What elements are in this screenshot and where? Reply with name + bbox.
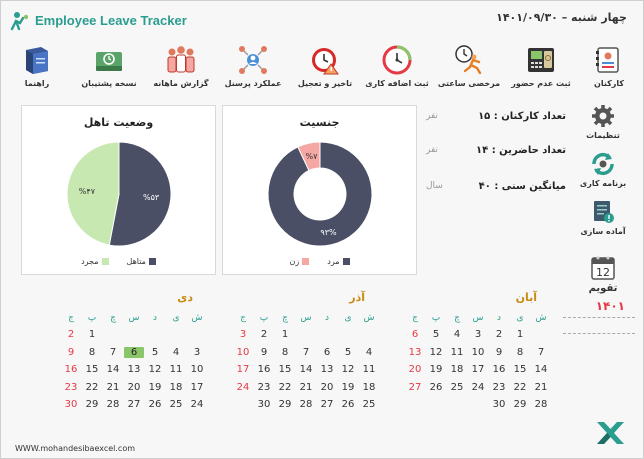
calendar-day[interactable]: 7 (302, 346, 310, 358)
calendar-day[interactable]: 9 (495, 346, 503, 358)
toolbar-label: ثبت اضافه کاری (365, 79, 429, 88)
calendar-day[interactable]: 8 (88, 346, 96, 358)
stat-label: تعداد کارکنان : (493, 111, 566, 122)
stat-value: ۱۵ (478, 111, 491, 122)
calendar-day[interactable]: 17 (190, 381, 204, 393)
data-label-1: %۴۷ (78, 186, 96, 196)
calendar-day[interactable]: 11 (362, 364, 376, 375)
sidebar-year: ۱۴۰۱ (595, 299, 625, 313)
legend-item (327, 257, 349, 266)
calendar-day[interactable]: 3 (239, 329, 247, 340)
calendar-day[interactable]: 8 (281, 346, 289, 358)
toolbar-monthly-report-button[interactable] (151, 43, 211, 97)
calendar-day[interactable]: 29 (513, 399, 527, 410)
sidebar-divider (563, 317, 635, 318)
toolbar-label: مرخصی ساعتی (437, 79, 501, 88)
performance-icon (236, 43, 270, 77)
weekday-header: ی (344, 313, 352, 323)
calendar-day[interactable]: 25 (169, 399, 183, 410)
calendar-day[interactable]: 29 (85, 399, 99, 410)
toolbar-hourly-leave-button[interactable] (439, 43, 499, 97)
gender-donut-chart (223, 106, 418, 276)
calendar-day[interactable]: 4 (365, 346, 373, 358)
data-label-0: ۹۳% (320, 228, 337, 238)
calendar-day[interactable]: 9 (67, 346, 75, 358)
prepare-icon (588, 197, 618, 227)
sidebar-item-calendar[interactable] (563, 253, 643, 294)
calendar-day[interactable]: 13 (127, 364, 141, 375)
calendar-day[interactable]: 21 (106, 381, 120, 393)
legend-item (290, 257, 310, 266)
calendar-day[interactable]: 18 (169, 381, 183, 393)
weekday-header: ج (412, 313, 418, 323)
calendar-day[interactable]: 25 (362, 399, 376, 410)
calendar-day[interactable]: 5 (344, 346, 352, 358)
sidebar-item-prepare[interactable] (563, 197, 643, 236)
gear-icon (588, 101, 618, 131)
stat-average-age (426, 181, 566, 192)
calendar-day[interactable]: 1 (281, 329, 289, 340)
calendar-day[interactable]: 29 (278, 399, 292, 410)
calendar-day[interactable]: 27 (127, 399, 141, 410)
weekday-header: س (472, 313, 484, 323)
stat-unit: نفر (426, 145, 439, 155)
calendar-day[interactable]: 20 (320, 381, 334, 393)
calendar-day[interactable]: 15 (85, 364, 99, 375)
calendar-day[interactable]: 12 (148, 364, 162, 375)
calendar-day[interactable]: 1 (88, 329, 96, 340)
calendar-day[interactable]: 25 (450, 381, 464, 393)
calendar-day[interactable]: 28 (299, 399, 313, 410)
calendar-day[interactable]: 20 (127, 381, 141, 393)
calendar-day[interactable]: 18 (362, 381, 376, 393)
calendar-day[interactable]: 27 (408, 381, 422, 393)
calendar-day[interactable]: 11 (169, 364, 183, 375)
overtime-clock-icon (380, 43, 414, 77)
calendar-day[interactable]: 16 (64, 364, 78, 375)
sidebar-label: برنامه کاری (579, 179, 627, 188)
weekday-header: س (128, 313, 140, 323)
calendar-day[interactable]: 7 (537, 346, 545, 358)
stat-value: ۴۰ (478, 181, 491, 192)
month-title: دی (177, 291, 193, 304)
calendar-day[interactable]: 28 (534, 399, 548, 410)
month-title: آبان (515, 291, 537, 304)
weekday-header: پ (431, 313, 441, 323)
legend-label: زن (289, 257, 300, 266)
weekday-header: پ (259, 313, 269, 323)
calendar-day[interactable]: 3 (474, 329, 482, 340)
current-date: چهار شنبه – ۱۴۰۱/۰۹/۳۰ (496, 11, 627, 24)
toolbar-employees-button[interactable] (583, 43, 635, 97)
calendar-day[interactable]: 13 (408, 346, 422, 358)
calendar-day[interactable]: 19 (148, 381, 162, 393)
calendar-day[interactable]: 2 (260, 329, 268, 340)
toolbar-help-button[interactable] (7, 43, 67, 97)
attendance-device-icon (524, 43, 558, 77)
weekday-header: د (496, 313, 501, 323)
toolbar-label: گزارش ماهانه (153, 79, 209, 88)
calendar-day[interactable]: 22 (278, 381, 292, 393)
calendar-day[interactable]: 11 (450, 346, 464, 358)
calendar-day[interactable]: 14 (106, 364, 120, 375)
weekday-header: ش (191, 313, 203, 323)
calendar-day[interactable]: 23 (64, 381, 78, 393)
chart-title: جنسیت (299, 116, 340, 129)
refresh-settings-icon (588, 149, 618, 179)
calendar-day[interactable]: 4 (172, 346, 180, 358)
calendar-day[interactable]: 27 (320, 399, 334, 410)
calendar-day[interactable]: 28 (106, 399, 120, 410)
calendar-day[interactable]: 18 (450, 364, 464, 375)
calendar-day[interactable]: 30 (257, 399, 271, 410)
calendar-day[interactable]: 10 (190, 364, 204, 375)
calendar-day[interactable]: 21 (299, 381, 313, 393)
excel-brand-icon (593, 418, 627, 448)
stat-label: میانگین سنی : (494, 181, 566, 192)
weekday-header: ی (516, 313, 524, 323)
calendar-day[interactable]: 22 (85, 381, 99, 393)
toolbar-label: عملکرد پرسنل (224, 79, 282, 88)
weekday-header: د (324, 313, 329, 323)
calendar-day[interactable]: 14 (299, 364, 313, 375)
calendar-day[interactable]: 22 (513, 381, 527, 393)
chart-title: وضعیت تاهل (83, 116, 154, 129)
sidebar-divider (563, 333, 635, 334)
calendar-day[interactable]: 24 (190, 399, 204, 410)
stat-unit: نفر (426, 111, 439, 121)
stat-value: ۱۴ (476, 145, 489, 156)
backup-icon (92, 43, 126, 77)
legend-label: مرد (327, 257, 340, 266)
calendar-day[interactable]: 15 (513, 364, 527, 375)
sidebar-item-settings[interactable] (563, 101, 643, 140)
toolbar-label: راهنما (24, 79, 50, 88)
calendar-day[interactable]: 19 (341, 381, 355, 393)
stat-label: تعداد حاضرین : (491, 145, 566, 156)
toolbar-delay-button[interactable] (295, 43, 355, 97)
toolbar-backup-button[interactable] (79, 43, 139, 97)
data-label-0: %۵۳ (142, 193, 160, 203)
calendar-day[interactable]: 10 (471, 346, 485, 358)
calendar-day[interactable]: 5 (151, 346, 159, 358)
help-book-icon (20, 43, 54, 77)
calendar-day[interactable]: 30 (64, 399, 78, 410)
marital-pie-chart (22, 106, 217, 276)
chart-legend (223, 257, 416, 266)
calendar-day[interactable]: 17 (236, 364, 250, 375)
gender-chart-panel (222, 105, 417, 275)
logo-icon (9, 9, 31, 31)
toolbar-label: کارکنان (593, 79, 624, 88)
calendar-day[interactable]: 12 (429, 346, 443, 358)
toolbar-label: ثبت عدم حضور (511, 79, 571, 88)
calendar-day[interactable]: 10 (236, 346, 250, 358)
employee-card-icon (592, 43, 626, 77)
calendar-day[interactable]: 21 (534, 381, 548, 393)
summary-stats (426, 105, 566, 205)
legend-item (127, 257, 156, 266)
stat-unit: سال (426, 181, 443, 191)
calendar-day[interactable]: 13 (320, 364, 334, 375)
calendar-day[interactable]: 17 (471, 364, 485, 375)
calendar-day[interactable]: 26 (148, 399, 162, 410)
calendar-day[interactable]: 7 (109, 346, 117, 358)
weekday-header: ج (240, 313, 246, 323)
calendar-day[interactable]: 24 (471, 381, 485, 393)
calendar-day[interactable]: 30 (492, 399, 506, 410)
weekday-header: س (300, 313, 312, 323)
running-clock-icon (452, 43, 486, 77)
calendar-day[interactable]: 15 (278, 364, 292, 375)
calendar-day[interactable]: 20 (408, 364, 422, 375)
calendar-icon (588, 253, 618, 283)
toolbar-overtime-button[interactable] (367, 43, 427, 97)
calendar-day[interactable]: 26 (341, 399, 355, 410)
calendar-day[interactable]: 6 (323, 346, 331, 358)
calendar-day[interactable]: 9 (260, 346, 268, 358)
calendar-day-today[interactable]: 6 (124, 347, 144, 358)
weekday-header: چ (282, 313, 288, 323)
sidebar-item-work-schedule[interactable] (563, 149, 643, 188)
calendar-day[interactable]: 23 (257, 381, 271, 393)
calendar-day[interactable]: 1 (516, 329, 524, 340)
sidebar-label: تقویم (588, 283, 618, 294)
calendar-day[interactable]: 3 (193, 346, 201, 358)
calendar-day[interactable]: 19 (429, 364, 443, 375)
alarm-clock-icon (308, 43, 342, 77)
marital-chart-panel (21, 105, 216, 275)
calendar-day[interactable]: 23 (492, 381, 506, 393)
calendar-day[interactable]: 16 (257, 364, 271, 375)
toolbar-label: تاخیر و تعجیل (297, 79, 353, 88)
sidebar-label: تنظیمات (586, 131, 620, 140)
calendar-day[interactable]: 6 (411, 329, 419, 340)
toolbar-absence-button[interactable] (511, 43, 571, 97)
data-label-1: %۷ (305, 151, 318, 161)
toolbar-label: نسخه پشتیبان (81, 79, 137, 88)
legend-item (81, 257, 108, 266)
calendar-day[interactable]: 12 (341, 364, 355, 375)
month-title: آذر (349, 291, 365, 304)
app-logo (9, 7, 187, 33)
calendar-day[interactable]: 2 (495, 329, 503, 340)
calendar-day[interactable]: 2 (67, 329, 75, 340)
weekday-header: ی (172, 313, 180, 323)
calendar-day[interactable]: 5 (432, 329, 440, 340)
calendar-day[interactable]: 4 (453, 329, 461, 340)
stat-present-count (426, 145, 566, 156)
weekday-header: ش (535, 313, 547, 323)
weekday-header: چ (110, 313, 116, 323)
weekday-header: د (152, 313, 157, 323)
app-title: Employee Leave Tracker (35, 12, 187, 28)
toolbar-performance-button[interactable] (223, 43, 283, 97)
team-report-icon (164, 43, 198, 77)
calendar-day[interactable]: 26 (429, 381, 443, 393)
legend-label: متاهل (126, 257, 146, 266)
sidebar-label: آماده سازی (580, 227, 626, 236)
weekday-header: ش (363, 313, 375, 323)
calendar-day[interactable]: 8 (516, 346, 524, 358)
calendar-day[interactable]: 16 (492, 364, 506, 375)
calendar-day[interactable]: 14 (534, 364, 548, 375)
stat-employee-count (426, 111, 566, 122)
chart-legend (22, 257, 215, 266)
legend-label: مجرد (81, 257, 99, 266)
weekday-header: چ (454, 313, 460, 323)
weekday-header: ج (68, 313, 74, 323)
website-link[interactable]: WWW.mohandesibaexcel.com (15, 444, 136, 453)
main-toolbar (7, 43, 635, 97)
weekday-header: پ (87, 313, 97, 323)
svg-text:12: 12 (596, 266, 610, 279)
calendar-day[interactable]: 24 (236, 381, 250, 393)
